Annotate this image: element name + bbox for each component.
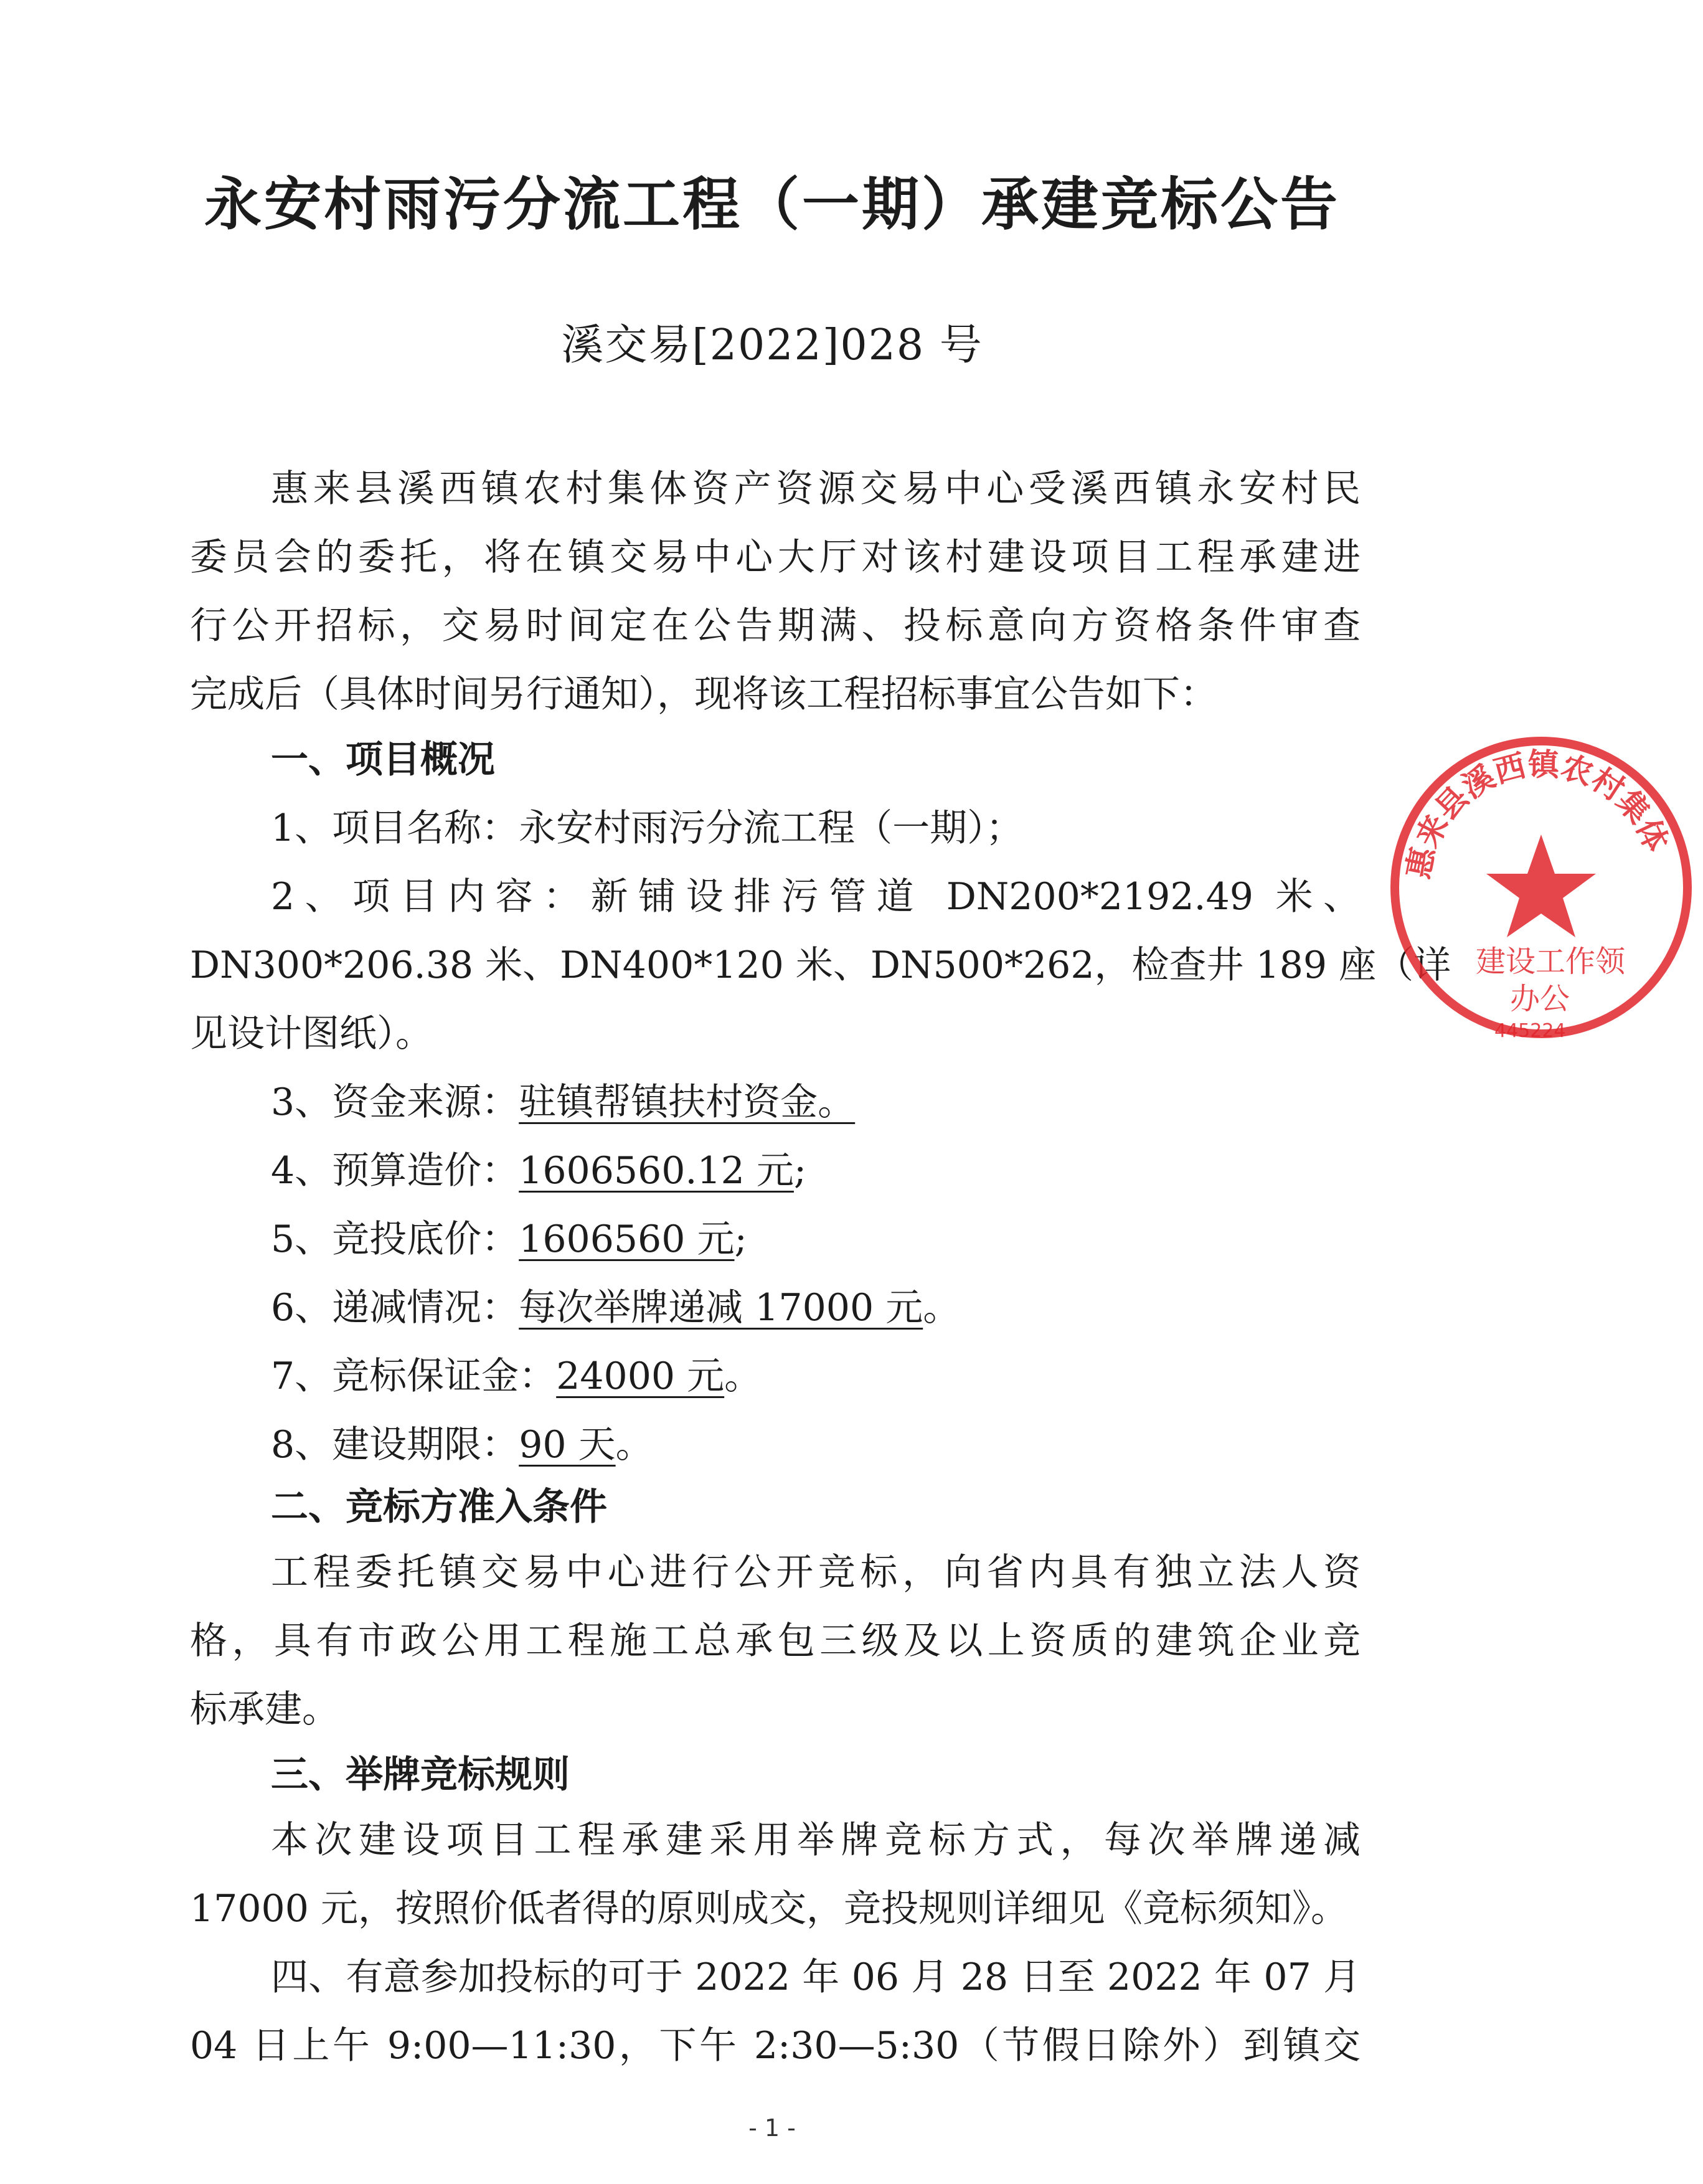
seal-code: 445224 — [1494, 1020, 1566, 1042]
item6-label: 6、递减情况： — [271, 1286, 519, 1330]
intro-line-1: 惠来县溪西镇农村集体资产资源交易中心受溪西镇永安村民 — [271, 467, 1361, 511]
item4-label: 4、预算造价： — [271, 1149, 519, 1193]
page-number: - 1 - — [748, 2114, 796, 2142]
seal-arc-text: 惠来县溪西镇农村集体 — [1399, 745, 1676, 882]
item2-line-3: 见设计图纸）。 — [190, 1012, 433, 1056]
document-number: 溪交易[2022]028 号 — [561, 321, 983, 370]
page-title: 永安村雨污分流工程（一期）承建竞标公告 — [204, 171, 1340, 238]
item4-end: ; — [793, 1149, 807, 1193]
item4-value: 1606560.12 元 — [519, 1149, 794, 1193]
section3-heading: 三、举牌竞标规则 — [271, 1753, 570, 1797]
item5-end: ; — [734, 1217, 747, 1261]
item8-label: 8、建设期限： — [271, 1423, 519, 1467]
section2-line-3: 标承建。 — [190, 1688, 339, 1731]
item7-deposit — [271, 1345, 1361, 1407]
intro-line-3: 行公开招标，交易时间定在公告期满、投标意向方资格条件审查 — [190, 604, 1361, 648]
item8-end: 。 — [615, 1423, 653, 1467]
item6-decrement — [271, 1277, 1361, 1339]
item3-label: 3、资金来源： — [271, 1080, 519, 1124]
seal-low-text: 办公 — [1510, 981, 1570, 1016]
item4-budget — [271, 1140, 1361, 1202]
item5-base-price — [271, 1208, 1361, 1270]
item5-value: 1606560 元 — [519, 1217, 735, 1261]
section2-line-1: 工程委托镇交易中心进行公开竞标，向省内具有独立法人资 — [271, 1551, 1361, 1594]
intro-line-2: 委员会的委托，将在镇交易中心大厅对该村建设项目工程承建进 — [190, 536, 1361, 579]
item3-value: 驻镇帮镇扶村资金。 — [519, 1080, 856, 1124]
item8-duration — [271, 1414, 1361, 1476]
item8-value: 90 天 — [519, 1423, 616, 1467]
section4-line-2: 04 日上午 9:00—11:30，下午 2:30—5:30（节假日除外）到镇交 — [190, 2024, 1361, 2068]
item6-value: 每次举牌递减 17000 元 — [519, 1286, 923, 1330]
item7-end: 。 — [724, 1354, 762, 1398]
section1-heading: 一、项目概况 — [271, 738, 495, 782]
item1-project-name: 1、项目名称：永安村雨污分流工程（一期）； — [271, 806, 1024, 850]
item2-line-2: DN300*206.38 米、DN400*120 米、DN500*262，检查井 189 座（详 — [190, 943, 1451, 987]
item5-label: 5、竞投底价： — [271, 1217, 519, 1261]
seal-star-icon — [1486, 834, 1596, 937]
item3-funding-source — [271, 1071, 1361, 1133]
section3-line-2: 17000 元，按照价低者得的原则成交，竞投规则详细见《竞标须知》。 — [190, 1887, 1348, 1931]
item7-label: 7、竞标保证金： — [271, 1354, 557, 1398]
intro-line-4: 完成后（具体时间另行通知），现将该工程招标事宜公告如下： — [190, 673, 1217, 716]
section2-heading: 二、竞标方准入条件 — [271, 1485, 607, 1529]
seal-middle-text: 建设工作领 — [1476, 944, 1626, 979]
item2-line-1: 2、项目内容：新铺设排污管道 DN200*2192.49 米、 — [271, 875, 1361, 919]
item7-value: 24000 元 — [556, 1354, 725, 1398]
section4-line-1: 四、有意参加投标的可于 2022 年 06 月 28 日至 2022 年 07 月 — [271, 1955, 1361, 1999]
item6-end: 。 — [923, 1286, 961, 1330]
section3-line-1: 本次建设项目工程承建采用举牌竞标方式，每次举牌递减 — [271, 1818, 1361, 1862]
section2-line-2: 格，具有市政公用工程施工总承包三级及以上资质的建筑企业竞 — [190, 1619, 1361, 1663]
official-seal — [1379, 726, 1703, 1049]
